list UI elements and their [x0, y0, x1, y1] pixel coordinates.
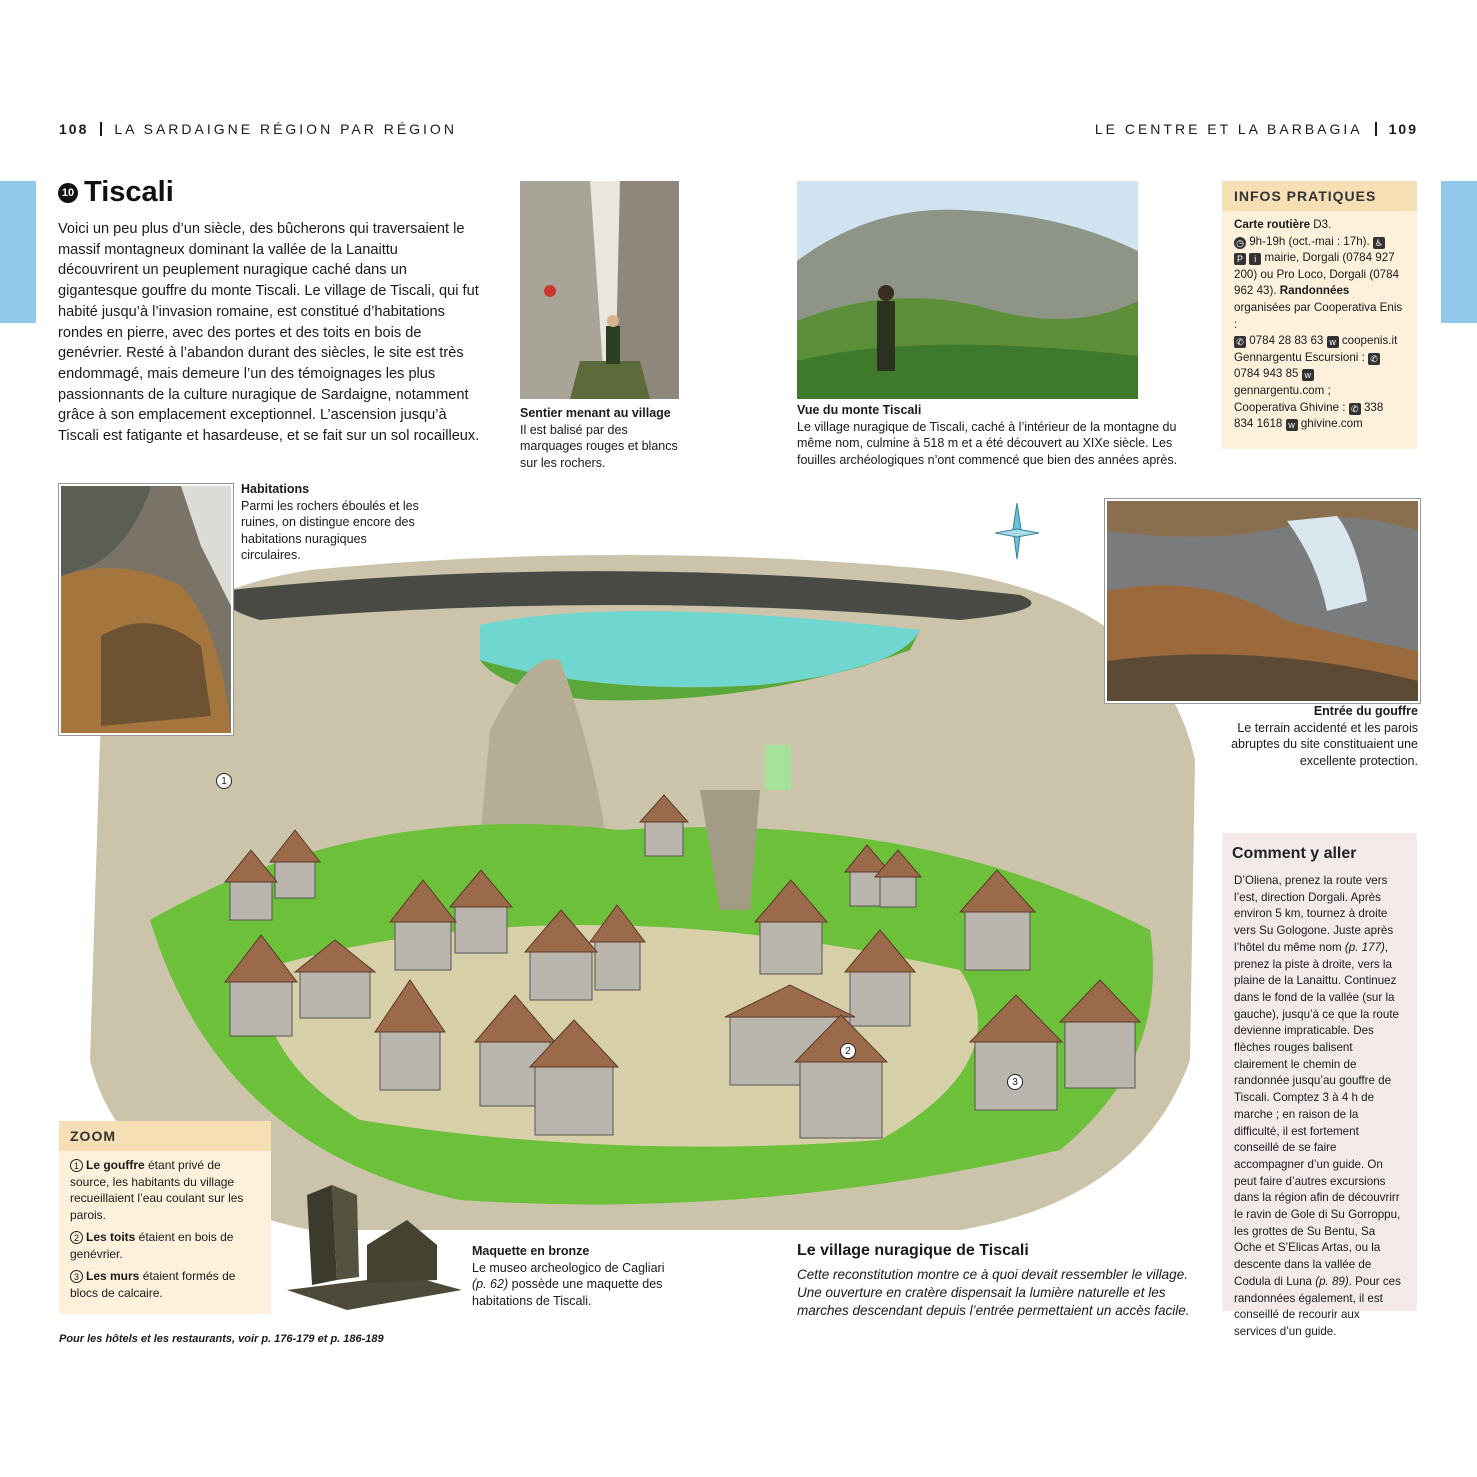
enis-phone: 0784 28 83 63	[1249, 334, 1324, 348]
right-page-number: 109	[1388, 121, 1418, 137]
comment-y-aller-text	[1222, 869, 1417, 1345]
article-body: Voici un peu plus d’un siècle, des bûcherons qui traversaient le massif montagneux dominant la vallée de la Lanaittu découvrirent un peuplement nuragique caché dans un gigantesque gouffre du monte Tiscali. Le village de Tiscali, qui fut habité jusqu’à l’invasion romaine, est constitué d’habitations rondes en pierre, avec des portes et des toits en bois de genévrier. Resté à l’abandon durant des siècles, le site est très endommagé, mais demeure l’un des témoignages les plus passionnants de la culture nuragique de Sardaigne, notamment grâce à son emplacement exceptionnel. L’ascension jusqu’à Tiscali est fatigante et hasardeuse, et se fait sur un sol rocailleux.	[58, 221, 480, 445]
web-icon: w	[1286, 419, 1298, 431]
ghivine-web: ghivine.com	[1300, 417, 1363, 431]
web-icon: w	[1327, 336, 1339, 348]
comment-text-a: D’Oliena, prenez la route vers l’est, direction Dorgali. Après environ 5 km, tournez à droite vers Su Gologone. Juste après l’hôtel du même nom	[1234, 874, 1394, 954]
wheelchair-icon: ♿	[1374, 237, 1384, 248]
zoom-item-label: Le gouffre	[86, 1158, 145, 1172]
right-thumb-tab	[1441, 181, 1477, 323]
habitations-caption	[241, 481, 421, 564]
vue-caption-title: Vue du monte Tiscali	[797, 403, 922, 417]
infos-pratiques-box	[1222, 181, 1417, 449]
maquette-caption	[472, 1243, 672, 1309]
header-separator	[1375, 122, 1377, 136]
vue-caption-text: Le village nuragique de Tiscali, caché à l’intérieur de la montagne du même nom, culmine à 518 m et a été découvert au XIXe siècle. Les fouilles archéologiques n’ont commencé que bien des années après.	[797, 419, 1178, 467]
entree-caption-title: Entrée du gouffre	[1313, 704, 1418, 718]
gennargentu-phone: 0784 943 85	[1234, 367, 1299, 381]
left-section-title: LA SARDAIGNE RÉGION PAR RÉGION	[114, 121, 457, 137]
enis-web: coopenis.it	[1341, 334, 1398, 348]
sentier-caption-title: Sentier menant au village	[520, 406, 671, 420]
footer-note: Pour les hôtels et les restaurants, voir p. 176-179 et p. 186-189	[59, 1333, 384, 1345]
maquette-caption-title: Maquette en bronze	[472, 1244, 590, 1258]
phone-icon: ✆	[1349, 403, 1361, 415]
clock-icon: ◷	[1234, 237, 1246, 249]
phone-icon: ✆	[1234, 336, 1246, 348]
zoom-marker-3: 3	[1007, 1074, 1023, 1090]
entree-caption-text: Le terrain accidenté et les parois abruptes du site constituaient une excellente protection.	[1231, 720, 1418, 768]
zoom-box	[59, 1121, 271, 1314]
left-thumb-tab	[0, 181, 36, 323]
zoom-item-text: étaient formés de blocs de calcaire.	[70, 1269, 236, 1300]
monte-tiscali-photo	[797, 181, 1138, 399]
bronze-model-photo	[287, 1165, 462, 1315]
randonnees-text: organisées par Cooperativa Enis :	[1234, 300, 1403, 331]
article-number-badge: 10	[58, 183, 78, 203]
maquette-caption-text: Le museo archeologico de Cagliari	[472, 1260, 665, 1275]
info-icon: i	[1249, 253, 1261, 265]
zoom-item-label: Les toits	[86, 1230, 136, 1244]
carte-value: D3.	[1310, 218, 1332, 231]
right-section-title: LE CENTRE ET LA BARBAGIA	[1094, 121, 1363, 137]
zoom-item-label: Les murs	[86, 1269, 140, 1283]
opening-hours: 9h-19h (oct.-mai : 17h).	[1249, 234, 1370, 248]
sentier-caption-text: Il est balisé par des marquages rouges et blancs sur les rochers.	[520, 422, 678, 470]
habitations-photo	[59, 484, 233, 735]
carte-label: Carte routière	[1234, 218, 1311, 231]
infos-pratiques-title: INFOS PRATIQUES	[1222, 181, 1417, 211]
comment-ref-b: (p. 89)	[1315, 1274, 1349, 1288]
gennargentu-web: gennargentu.com ;	[1234, 383, 1331, 397]
header-separator	[100, 122, 102, 136]
left-running-head	[59, 121, 457, 137]
sentier-photo	[520, 181, 679, 399]
zoom-item-number: 3	[70, 1270, 83, 1283]
zoom-item-text: étaient en bois de genévrier.	[70, 1230, 234, 1261]
zoom-item-number: 1	[70, 1159, 83, 1172]
habitations-caption-text: Parmi les rochers éboulés et les ruines, on distingue encore des habitations nuragiques circulaires.	[241, 498, 419, 562]
entree-caption	[1200, 703, 1418, 769]
zoom-item	[59, 1223, 271, 1262]
illustration-description: Cette reconstitution montre ce à quoi devait ressembler le village. Une ouverture en cratère dispensait la lumière naturelle et les marches descendant depuis l’entrée permettaient un accès facile.	[797, 1267, 1190, 1318]
comment-ref-a: (p. 177)	[1344, 940, 1385, 954]
ghivine-label: Cooperativa Ghivine :	[1234, 400, 1346, 414]
comment-y-aller-title: Comment y aller	[1232, 845, 1357, 862]
maquette-caption-text-end: possède une maquette des habitations de Tiscali.	[472, 1277, 663, 1308]
randonnees-label: Randonnées	[1279, 284, 1350, 298]
zoom-item-text: étant privé de source, les habitants du village recueillaient l’eau coulant sur les parois.	[70, 1158, 244, 1222]
comment-text-b: , prenez la piste à droite, vers la plaine de la Lanaittu. Continuez dans le fond de la vallée (sur la gauche), jusqu’à ce que la route devienne impraticable. Des flèches rouges balisent clairement le chemin de randonnée jusqu’au gouffre de Tiscali. Comptez 3 à 4 h de marche ; en raison de la difficulté, il est fortement conseillé de se faire accompagner d’un guide. On peut faire d’autres excursions dans la région afin de découvrirr le ravin de Gole di Su Gorroppu, les grottes de Su Bentu, Sa Oche et S’Elicas Artas, ou la descente dans la vallée de Codula di Luna	[1234, 940, 1401, 1288]
web-icon: w	[1302, 369, 1314, 381]
mairie-info: mairie, Dorgali (0784 927 200) ou Pro Loco, Dorgali (0784 962 43).	[1234, 251, 1399, 298]
sentier-caption	[520, 405, 690, 471]
compass-rose-icon	[995, 503, 1039, 564]
comment-y-aller-box	[1222, 833, 1417, 1338]
right-running-head	[1095, 121, 1418, 137]
habitations-caption-title: Habitations	[241, 482, 310, 496]
zoom-item-number: 2	[70, 1231, 83, 1244]
article-title	[58, 176, 174, 209]
zoom-marker-1: 1	[216, 773, 232, 789]
gennargentu-label: Gennargentu Escursioni :	[1234, 350, 1365, 364]
comment-text-c: . Pour ces randonnées également, il est conseillé de recourir aux services d’un guide.	[1234, 1274, 1401, 1338]
article-title-text: Tiscali	[84, 176, 174, 208]
left-page-number: 108	[59, 121, 89, 137]
phone-icon: ✆	[1368, 353, 1380, 365]
parking-icon: P	[1234, 253, 1246, 265]
infos-pratiques-text	[1222, 211, 1417, 439]
zoom-item	[59, 1151, 271, 1223]
illustration-title: Le village nuragique de Tiscali	[797, 1242, 1029, 1259]
zoom-marker-2: 2	[840, 1043, 856, 1059]
entree-gouffre-photo	[1105, 499, 1420, 703]
maquette-caption-ref: (p. 62)	[472, 1277, 509, 1291]
zoom-item	[59, 1262, 271, 1301]
vue-caption	[797, 402, 1197, 468]
zoom-title: ZOOM	[59, 1121, 271, 1151]
ghivine-phone: 338 834 1618	[1234, 400, 1384, 431]
